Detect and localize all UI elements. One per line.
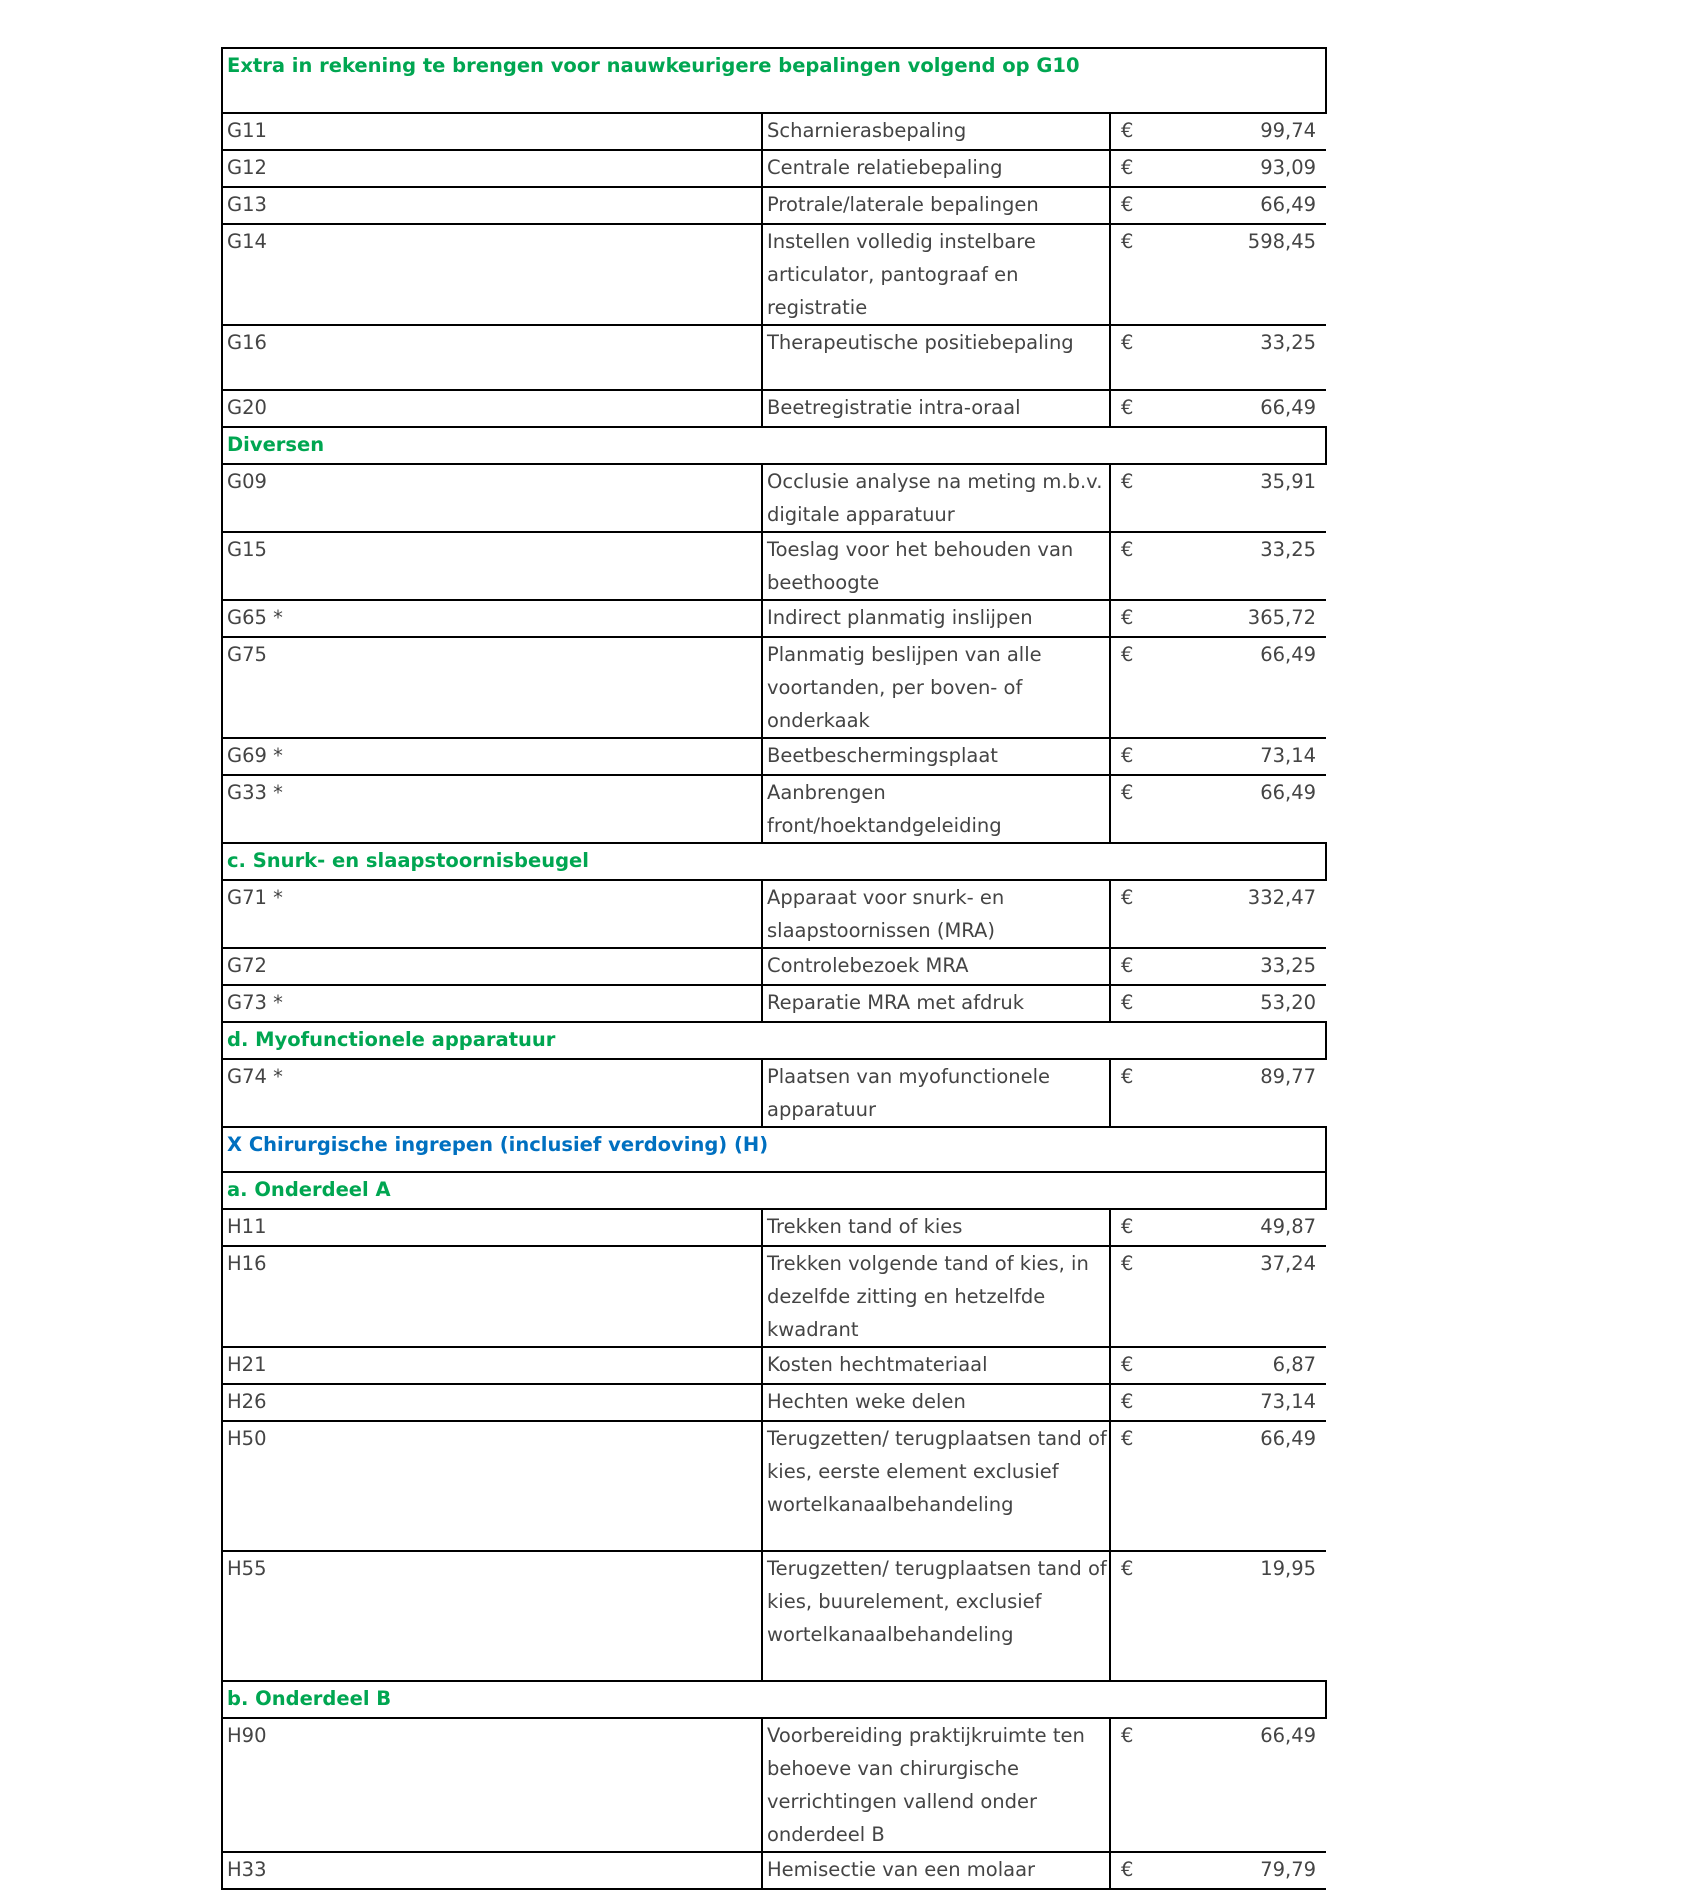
treatment-description: Trekken volgende tand of kies, in dezelfde zitting en hetzelfde kwadrant — [762, 1246, 1110, 1347]
section-title: b. Onderdeel B — [222, 1681, 1326, 1718]
price-amount: 33,25 — [1260, 538, 1317, 561]
price-cell — [1110, 985, 1326, 1022]
euro-symbol: € — [1121, 1252, 1134, 1275]
price-cell — [1110, 600, 1326, 637]
table-row — [222, 464, 1326, 532]
treatment-code: H50 — [222, 1421, 762, 1551]
price-cell — [1110, 1347, 1326, 1384]
euro-symbol: € — [1121, 1353, 1134, 1376]
euro-symbol: € — [1121, 606, 1134, 629]
price-amount: 89,77 — [1260, 1065, 1317, 1088]
tariff-table-body — [222, 48, 1326, 1889]
treatment-description: Hechten weke delen — [762, 1384, 1110, 1421]
treatment-description: Protrale/laterale bepalingen — [762, 187, 1110, 224]
table-row — [222, 187, 1326, 224]
treatment-description: Occlusie analyse na meting m.b.v. digitale apparatuur — [762, 464, 1110, 532]
euro-symbol: € — [1121, 1427, 1134, 1450]
euro-symbol: € — [1121, 643, 1134, 666]
treatment-code: H33 — [222, 1852, 762, 1889]
table-row — [222, 1246, 1326, 1347]
price-cell — [1110, 325, 1326, 390]
treatment-code: G71 * — [222, 880, 762, 948]
tariff-table — [221, 47, 1327, 1890]
price-amount: 53,20 — [1260, 991, 1317, 1014]
euro-symbol: € — [1121, 470, 1134, 493]
table-row — [222, 738, 1326, 775]
price-amount: 66,49 — [1260, 193, 1317, 216]
price-cell — [1110, 224, 1326, 325]
table-row — [222, 1059, 1326, 1127]
table-row — [222, 390, 1326, 427]
table-row — [222, 1852, 1326, 1889]
price-cell — [1110, 1551, 1326, 1681]
treatment-description: Hemisectie van een molaar — [762, 1852, 1110, 1889]
treatment-code: G72 — [222, 948, 762, 985]
treatment-description: Controlebezoek MRA — [762, 948, 1110, 985]
treatment-description: Terugzetten/ terugplaatsen tand of kies, buurelement, exclusief wortelkanaalbehandeling — [762, 1551, 1110, 1681]
table-row — [222, 985, 1326, 1022]
euro-symbol: € — [1121, 781, 1134, 804]
price-cell — [1110, 637, 1326, 738]
section-title: a. Onderdeel A — [222, 1172, 1326, 1209]
euro-symbol: € — [1121, 331, 1134, 354]
euro-symbol: € — [1121, 1724, 1134, 1747]
price-cell — [1110, 187, 1326, 224]
treatment-code: G69 * — [222, 738, 762, 775]
treatment-code: G16 — [222, 325, 762, 390]
treatment-description: Centrale relatiebepaling — [762, 150, 1110, 187]
price-cell — [1110, 1384, 1326, 1421]
price-amount: 66,49 — [1260, 643, 1317, 666]
treatment-description: Voorbereiding praktijkruimte ten behoeve van chirurgische verrichtingen vallend onder onderdeel B — [762, 1718, 1110, 1852]
price-cell — [1110, 390, 1326, 427]
section-header-row — [222, 48, 1326, 113]
treatment-description: Toeslag voor het behouden van beethoogte — [762, 532, 1110, 600]
euro-symbol: € — [1121, 1858, 1134, 1881]
table-row — [222, 1347, 1326, 1384]
price-cell — [1110, 464, 1326, 532]
price-cell — [1110, 113, 1326, 150]
treatment-description: Indirect planmatig inslijpen — [762, 600, 1110, 637]
price-amount: 79,79 — [1260, 1858, 1317, 1881]
table-row — [222, 224, 1326, 325]
section-title: Diversen — [222, 427, 1326, 464]
treatment-code: G65 * — [222, 600, 762, 637]
treatment-code: G14 — [222, 224, 762, 325]
treatment-description: Beetbeschermingsplaat — [762, 738, 1110, 775]
euro-symbol: € — [1121, 396, 1134, 419]
table-row — [222, 532, 1326, 600]
euro-symbol: € — [1121, 538, 1134, 561]
price-amount: 19,95 — [1260, 1557, 1317, 1580]
treatment-description: Instellen volledig instelbare articulator, pantograaf en registratie — [762, 224, 1110, 325]
treatment-code: G74 * — [222, 1059, 762, 1127]
euro-symbol: € — [1121, 230, 1134, 253]
euro-symbol: € — [1121, 744, 1134, 767]
treatment-description: Apparaat voor snurk- en slaapstoornissen (MRA) — [762, 880, 1110, 948]
price-amount: 93,09 — [1260, 156, 1317, 179]
section-title: Extra in rekening te brengen voor nauwkeurigere bepalingen volgend op G10 — [222, 48, 1326, 113]
table-row — [222, 775, 1326, 843]
treatment-code: H16 — [222, 1246, 762, 1347]
price-cell — [1110, 1059, 1326, 1127]
table-row — [222, 1718, 1326, 1852]
table-row — [222, 1551, 1326, 1681]
price-amount: 99,74 — [1260, 119, 1317, 142]
section-title: X Chirurgische ingrepen (inclusief verdoving) (H) — [222, 1127, 1326, 1172]
price-cell — [1110, 948, 1326, 985]
price-cell — [1110, 532, 1326, 600]
section-title: c. Snurk- en slaapstoornisbeugel — [222, 843, 1326, 880]
section-header-row — [222, 1681, 1326, 1718]
treatment-description: Planmatig beslijpen van alle voortanden, per boven- of onderkaak — [762, 637, 1110, 738]
treatment-code: H55 — [222, 1551, 762, 1681]
table-row — [222, 948, 1326, 985]
euro-symbol: € — [1121, 1065, 1134, 1088]
price-amount: 365,72 — [1247, 606, 1317, 629]
section-header-row — [222, 1022, 1326, 1059]
price-amount: 66,49 — [1260, 396, 1317, 419]
price-cell — [1110, 1421, 1326, 1551]
price-cell — [1110, 738, 1326, 775]
treatment-description: Kosten hechtmateriaal — [762, 1347, 1110, 1384]
price-amount: 73,14 — [1260, 744, 1317, 767]
price-cell — [1110, 1718, 1326, 1852]
treatment-description: Reparatie MRA met afdruk — [762, 985, 1110, 1022]
treatment-code: H21 — [222, 1347, 762, 1384]
treatment-code: G75 — [222, 637, 762, 738]
euro-symbol: € — [1121, 954, 1134, 977]
table-row — [222, 1421, 1326, 1551]
table-row — [222, 113, 1326, 150]
price-amount: 37,24 — [1260, 1252, 1317, 1275]
table-row — [222, 150, 1326, 187]
price-amount: 6,87 — [1272, 1353, 1317, 1376]
table-row — [222, 880, 1326, 948]
section-header-row — [222, 843, 1326, 880]
price-amount: 49,87 — [1260, 1215, 1317, 1238]
euro-symbol: € — [1121, 193, 1134, 216]
section-header-row — [222, 1172, 1326, 1209]
table-row — [222, 1209, 1326, 1246]
table-row — [222, 1384, 1326, 1421]
treatment-description: Therapeutische positiebepaling — [762, 325, 1110, 390]
euro-symbol: € — [1121, 991, 1134, 1014]
treatment-code: G13 — [222, 187, 762, 224]
treatment-description: Aanbrengen front/hoektandgeleiding — [762, 775, 1110, 843]
treatment-description: Terugzetten/ terugplaatsen tand of kies, eerste element exclusief wortelkanaalbehandeling — [762, 1421, 1110, 1551]
price-amount: 66,49 — [1260, 781, 1317, 804]
section-header-row — [222, 1127, 1326, 1172]
price-amount: 73,14 — [1260, 1390, 1317, 1413]
euro-symbol: € — [1121, 156, 1134, 179]
treatment-description: Trekken tand of kies — [762, 1209, 1110, 1246]
treatment-description: Plaatsen van myofunctionele apparatuur — [762, 1059, 1110, 1127]
price-amount: 66,49 — [1260, 1427, 1317, 1450]
euro-symbol: € — [1121, 1390, 1134, 1413]
price-amount: 35,91 — [1260, 470, 1317, 493]
price-amount: 598,45 — [1247, 230, 1317, 253]
price-cell — [1110, 1209, 1326, 1246]
price-amount: 66,49 — [1260, 1724, 1317, 1747]
treatment-code: G12 — [222, 150, 762, 187]
table-row — [222, 637, 1326, 738]
treatment-code: G11 — [222, 113, 762, 150]
price-cell — [1110, 1852, 1326, 1889]
treatment-code: H90 — [222, 1718, 762, 1852]
price-cell — [1110, 1246, 1326, 1347]
euro-symbol: € — [1121, 886, 1134, 909]
treatment-code: H11 — [222, 1209, 762, 1246]
treatment-code: G15 — [222, 532, 762, 600]
table-row — [222, 600, 1326, 637]
euro-symbol: € — [1121, 1215, 1134, 1238]
treatment-code: G73 * — [222, 985, 762, 1022]
treatment-description: Scharnierasbepaling — [762, 113, 1110, 150]
euro-symbol: € — [1121, 1557, 1134, 1580]
treatment-code: G09 — [222, 464, 762, 532]
euro-symbol: € — [1121, 119, 1134, 142]
treatment-code: G33 * — [222, 775, 762, 843]
price-amount: 33,25 — [1260, 331, 1317, 354]
treatment-code: G20 — [222, 390, 762, 427]
treatment-description: Beetregistratie intra-oraal — [762, 390, 1110, 427]
price-cell — [1110, 150, 1326, 187]
price-amount: 332,47 — [1247, 886, 1317, 909]
price-cell — [1110, 880, 1326, 948]
treatment-code: H26 — [222, 1384, 762, 1421]
section-header-row — [222, 427, 1326, 464]
price-amount: 33,25 — [1260, 954, 1317, 977]
table-row — [222, 325, 1326, 390]
price-cell — [1110, 775, 1326, 843]
section-title: d. Myofunctionele apparatuur — [222, 1022, 1326, 1059]
